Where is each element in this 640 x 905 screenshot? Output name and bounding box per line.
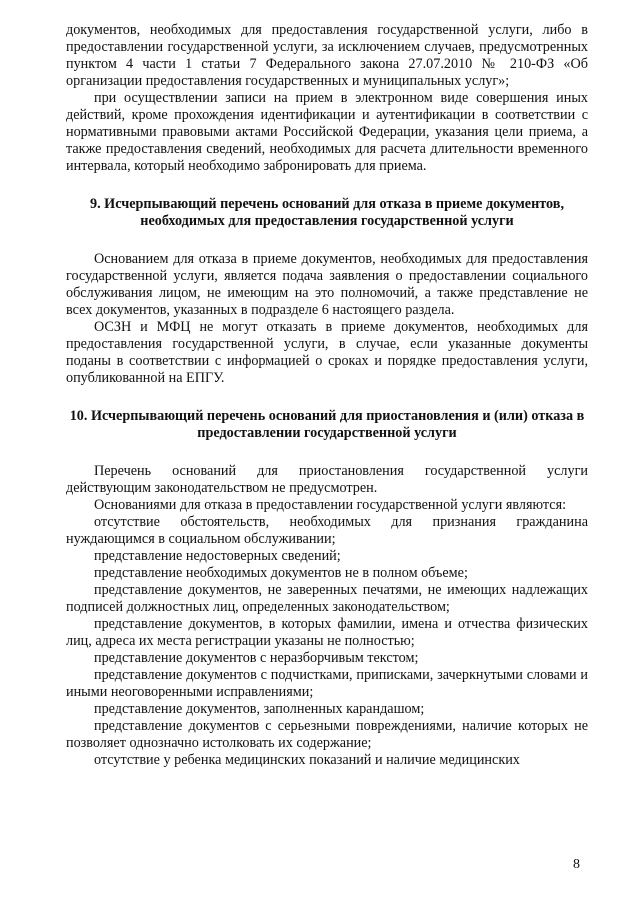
paragraph: Основаниями для отказа в предоставлении государственной услуги являются: [94,497,567,513]
list-item: представление недостоверных сведений; [94,548,341,564]
list-item: представление документов с подчистками, приписками, зачеркнутыми словами и иными неоговоренными исправлениями; [66,667,588,700]
list-item: представление документов, не заверенных печатями, не имеющих надлежащих подписей должностных лиц, определенных законодательством; [66,582,588,615]
section-10-heading: 10. Исчерпывающий перечень оснований для приостановления и (или) отказа в предоставлении государственной услуги [69,408,585,441]
list-item: отсутствие у ребенка медицинских показаний и наличие медицинских [94,752,520,768]
list-item: представление необходимых документов не в полном объеме; [94,565,468,581]
list-item: отсутствие обстоятельств, необходимых для признания гражданина нуждающимся в социальном обслуживании; [66,514,588,547]
paragraph: при осуществлении записи на прием в электронном виде совершения иных действий, кроме прохождения идентификации и аутентификации в соответствии с нормативными правовыми актами Российской Федерации, указания цели приема, а также предоставления сведений, необходимых для расчета длительности временного интервала, который необходимо забронировать для приема. [66,90,588,174]
list-item: представление документов с неразборчивым текстом; [94,650,419,666]
list-item: представление документов с серьезными повреждениями, наличие которых не позволяет однозначно истолковать их содержание; [66,718,588,751]
list-item: представление документов, в которых фамилии, имена и отчества физических лиц, адреса их места регистрации указаны не полностью; [66,616,588,649]
page-number: 8 [573,857,580,872]
list-item: представление документов, заполненных карандашом; [94,701,425,717]
paragraph: Основанием для отказа в приеме документов, необходимых для предоставления государственной услуги, является подача заявления о предоставлении социального обслуживания лицом, не имеющим на это полномочий, а также представление не всех документов, указанных в подразделе 6 настоящего раздела. [66,251,588,318]
paragraph: Перечень оснований для приостановления государственной услуги действующим законодательством не предусмотрен. [66,463,588,496]
paragraph: ОСЗН и МФЦ не могут отказать в приеме документов, необходимых для предоставления государственной услуги, в случае, если указанные документы поданы в соответствии с информацией о сроках и порядке предоставления услуги, опубликованной на ЕПГУ. [66,319,588,386]
section-9-heading: 9. Исчерпывающий перечень оснований для отказа в приеме документов, необходимых для предоставления государственной услуги [89,196,564,229]
paragraph: документов, необходимых для предоставления государственной услуги, либо в предоставлении государственной услуги, за исключением случаев, предусмотренных пунктом 4 части 1 статьи 7 Федерального закона 27.07.2010 № 210-ФЗ «Об организации предоставления государственных и муниципальных услуг»; [66,22,588,89]
document-body [66,22,588,769]
